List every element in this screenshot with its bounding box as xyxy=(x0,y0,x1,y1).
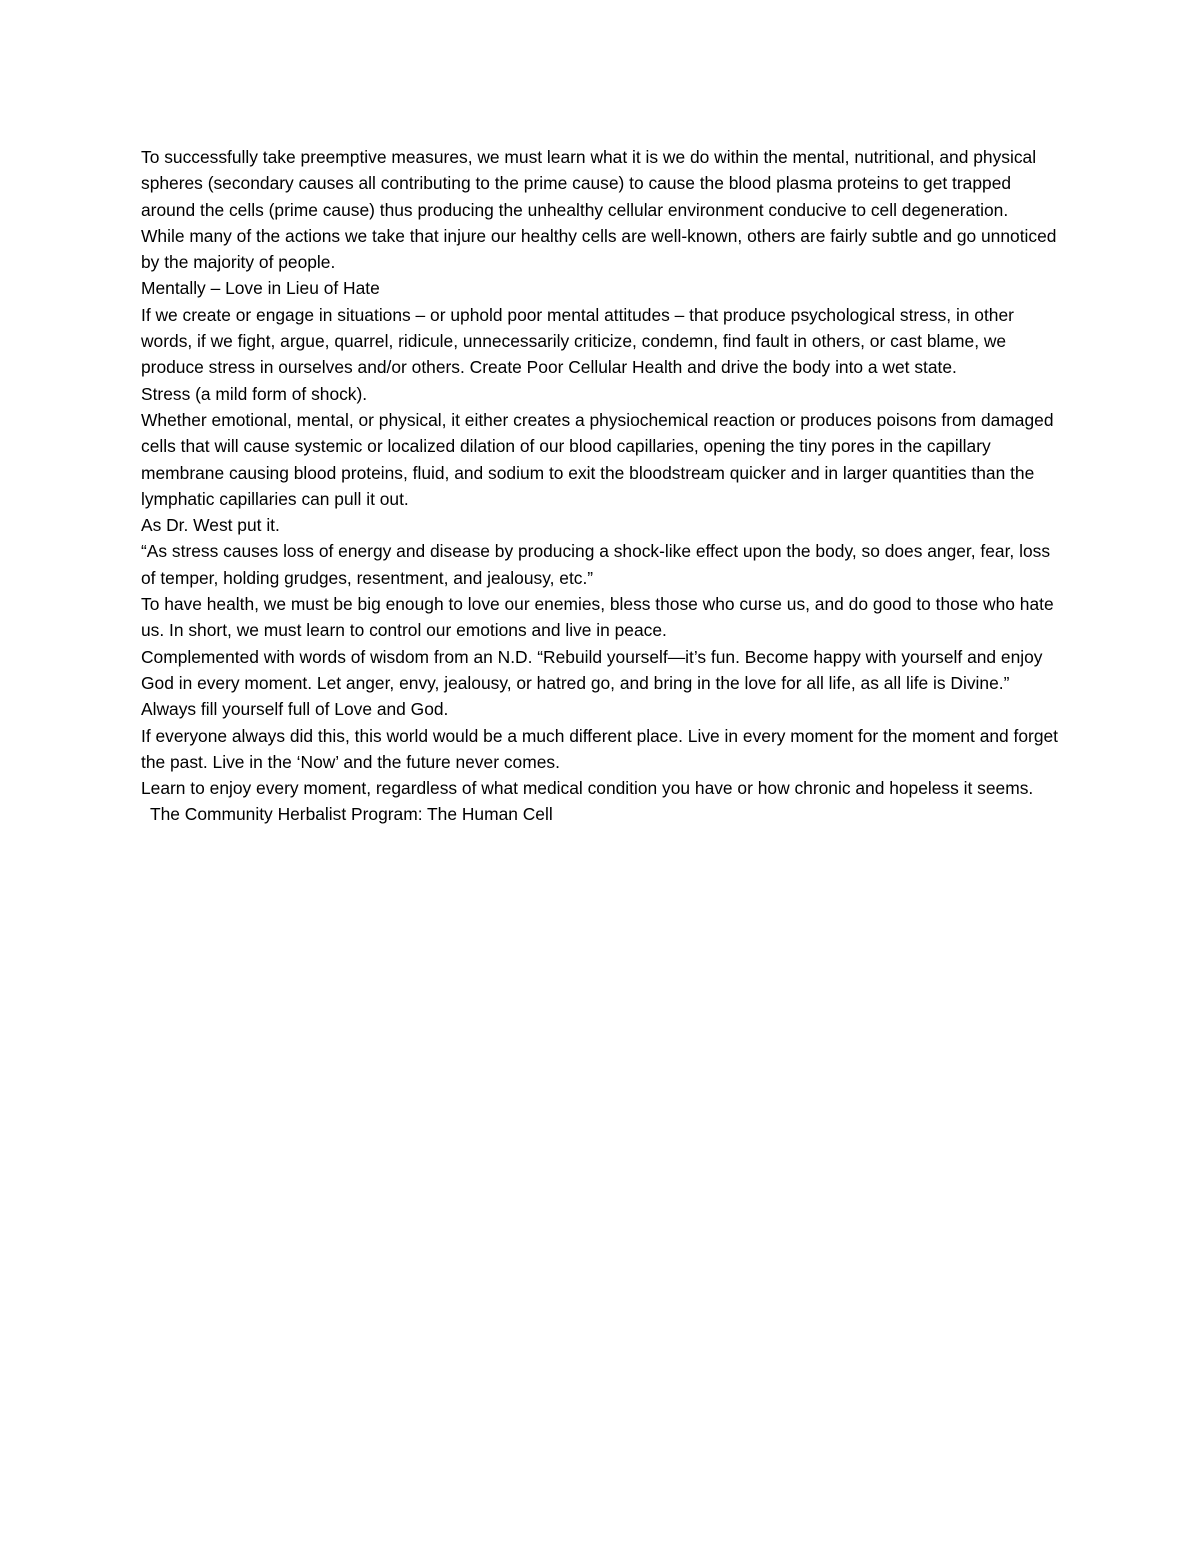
paragraph-situations: If we create or engage in situations – or uphold poor mental attitudes – that produce psychological stress, in other words, if we fight, argue, quarrel, ridicule, unnecessarily criticize, condemn, find fault in others, or cast blame, we produce stress in ourselves and/or others. Create Poor Cellular Health and drive the body into a wet state. xyxy=(141,304,1014,378)
paragraph-always: Always fill yourself full of Love and God. xyxy=(141,699,449,720)
paragraph-everyone: If everyone always did this, this world would be a much different place. Live in every moment for the moment and forget the past. Live in the ‘Now’ and the future never comes. xyxy=(141,725,1059,772)
paragraph-stress: Stress (a mild form of shock). xyxy=(141,383,368,404)
paragraph-whether: Whether emotional, mental, or physical, it either creates a physiochemical reaction or produces poisons from damaged cells that will cause systemic or localized dilation of our blood capillaries, opening the tiny pores in the capillary membrane causing blood proteins, fluid, and sodium to exit the bloodstream quicker and in larger quantities than the lymphatic capillaries can pull it out. xyxy=(141,409,1054,509)
section-heading-mentally: Mentally – Love in Lieu of Hate xyxy=(141,278,380,299)
paragraph-enjoy: Learn to enjoy every moment, regardless of what medical condition you have or how chronic and hopeless it seems. xyxy=(141,778,1034,799)
document-body xyxy=(141,144,1066,828)
paragraph-dr-west: As Dr. West put it. xyxy=(141,515,280,536)
paragraph-wisdom: Complemented with words of wisdom from an N.D. “Rebuild yourself—it’s fun. Become happy with yourself and enjoy God in every moment. Let anger, envy, jealousy, or hatred go, and bring in the love for all life, as all life is Divine.” xyxy=(141,646,1043,693)
document-footer: The Community Herbalist Program: The Human Cell xyxy=(150,804,553,825)
paragraph-intro: To successfully take preemptive measures, we must learn what it is we do within the mental, nutritional, and physical spheres (secondary causes all contributing to the prime cause) to cause the blood plasma proteins to get trapped around the cells (prime cause) thus producing the unhealthy cellular environment conducive to cell degeneration. xyxy=(141,147,1037,220)
paragraph-actions: While many of the actions we take that injure our healthy cells are well-known, others are fairly subtle and go unnoticed by the majority of people. xyxy=(141,225,1057,273)
quote-dr-west: “As stress causes loss of energy and disease by producing a shock-like effect upon the body, so does anger, fear, loss of temper, holding grudges, resentment, and jealousy, etc.” xyxy=(141,541,1051,588)
paragraph-health: To have health, we must be big enough to love our enemies, bless those who curse us, and do good to those who hate us. In short, we must learn to control our emotions and live in peace. xyxy=(141,594,1054,641)
